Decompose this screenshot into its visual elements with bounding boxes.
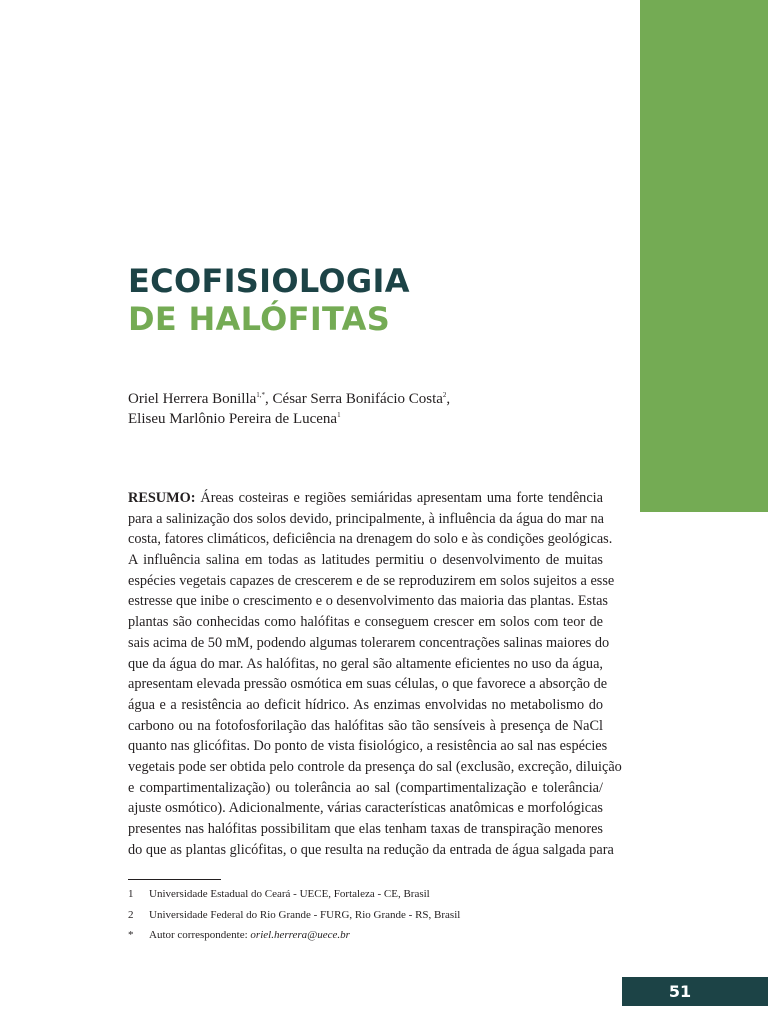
abstract-line: e compartimentalização) ou tolerância ao sal (compartimentalização e tolerância/: [128, 779, 603, 796]
footnotes: [128, 884, 608, 946]
author-email: oriel.herrera@uece.br: [250, 929, 350, 941]
abstract-line: quanto nas glicófitas. Do ponto de vista fisiológico, a resistência ao sal nas espécies: [128, 738, 608, 755]
abstract-paragraph: [128, 488, 622, 860]
footnote-mark: *: [128, 929, 134, 941]
abstract-line: para a salinização dos solos devido, principalmente, à influência da água do mar na: [128, 510, 604, 527]
author-name: Eliseu Marlônio Pereira de Lucena: [128, 411, 338, 427]
author-list: [128, 389, 628, 429]
author-affiliation-mark: 2: [442, 391, 447, 399]
title-line-1: ECOFISIOLOGIA: [128, 262, 410, 300]
abstract-label: RESUMO:: [128, 490, 196, 506]
green-side-bar: [640, 0, 768, 512]
author-affiliation-mark: 1,*: [256, 391, 266, 399]
abstract-line: [128, 488, 603, 509]
abstract-line: ajuste osmótico). Adicionalmente, várias características anatômicas e morfológicas: [128, 800, 603, 817]
chapter-title: [128, 262, 410, 338]
author-name: César Serra Bonifácio Costa: [272, 391, 443, 407]
author-line: [128, 409, 628, 429]
title-line-2: DE HALÓFITAS: [128, 300, 391, 338]
footnote-mark: 2: [128, 908, 134, 921]
abstract-line: estresse que inibe o crescimento e o desenvolvimento das maioria das plantas. Estas: [128, 593, 608, 610]
abstract-line: costa, fatores climáticos, deficiência na drenagem do solo e às condições geológicas.: [128, 531, 613, 548]
footnote: [128, 884, 608, 905]
abstract-line: plantas são conhecidas como halófitas e conseguem crescer em solos com teor de: [128, 614, 603, 631]
footnote-text: Universidade Estadual do Ceará - UECE, Fortaleza - CE, Brasil: [149, 888, 430, 900]
author-separator: ,: [265, 391, 273, 407]
abstract-line: sais acima de 50 mM, podendo algumas tolerarem concentrações salinas maiores do: [128, 634, 610, 651]
page-number: 51: [668, 982, 692, 1001]
author-name: Oriel Herrera Bonilla: [128, 391, 257, 407]
abstract-line: espécies vegetais capazes de crescerem e de se reproduzirem em solos sujeitos a esse: [128, 572, 615, 589]
page-number-tab: [622, 977, 768, 1006]
footnote-mark: 1: [128, 888, 134, 900]
abstract-line: que da água do mar. As halófitas, no geral são altamente eficientes no uso da água,: [128, 655, 603, 672]
abstract-text: Áreas costeiras e regiões semiáridas apresentam uma forte tendência: [195, 490, 603, 506]
footnote-text: Autor correspondente:: [149, 929, 251, 941]
author-affiliation-mark: 1: [337, 411, 341, 419]
abstract-line: vegetais pode ser obtida pelo controle da presença do sal (exclusão, excreção, diluição: [128, 758, 622, 775]
footnote: [128, 905, 608, 926]
abstract-line: carbono ou na fotofosforilação das halófitas são tão sensíveis à presença de NaCl: [128, 717, 603, 734]
abstract-line: apresentam elevada pressão osmótica em suas células, o que favorece a absorção de: [128, 676, 608, 693]
footnote-divider: [128, 879, 221, 880]
footnote: [128, 925, 608, 946]
abstract-line: do que as plantas glicófitas, o que resulta na redução da entrada de água salgada para: [128, 841, 614, 858]
abstract-line: presentes nas halófitas possibilitam que elas tenham taxas de transpiração menores: [128, 821, 603, 837]
abstract-line: água e a resistência ao deficit hídrico. As enzimas envolvidas no metabolismo do: [128, 696, 603, 713]
abstract-line: A influência salina em todas as latitudes permitiu o desenvolvimento de muitas: [128, 552, 603, 569]
author-line: [128, 389, 628, 409]
footnote-text: Universidade Federal do Rio Grande - FURG, Rio Grande - RS, Brasil: [149, 908, 461, 921]
author-separator: ,: [446, 391, 451, 407]
